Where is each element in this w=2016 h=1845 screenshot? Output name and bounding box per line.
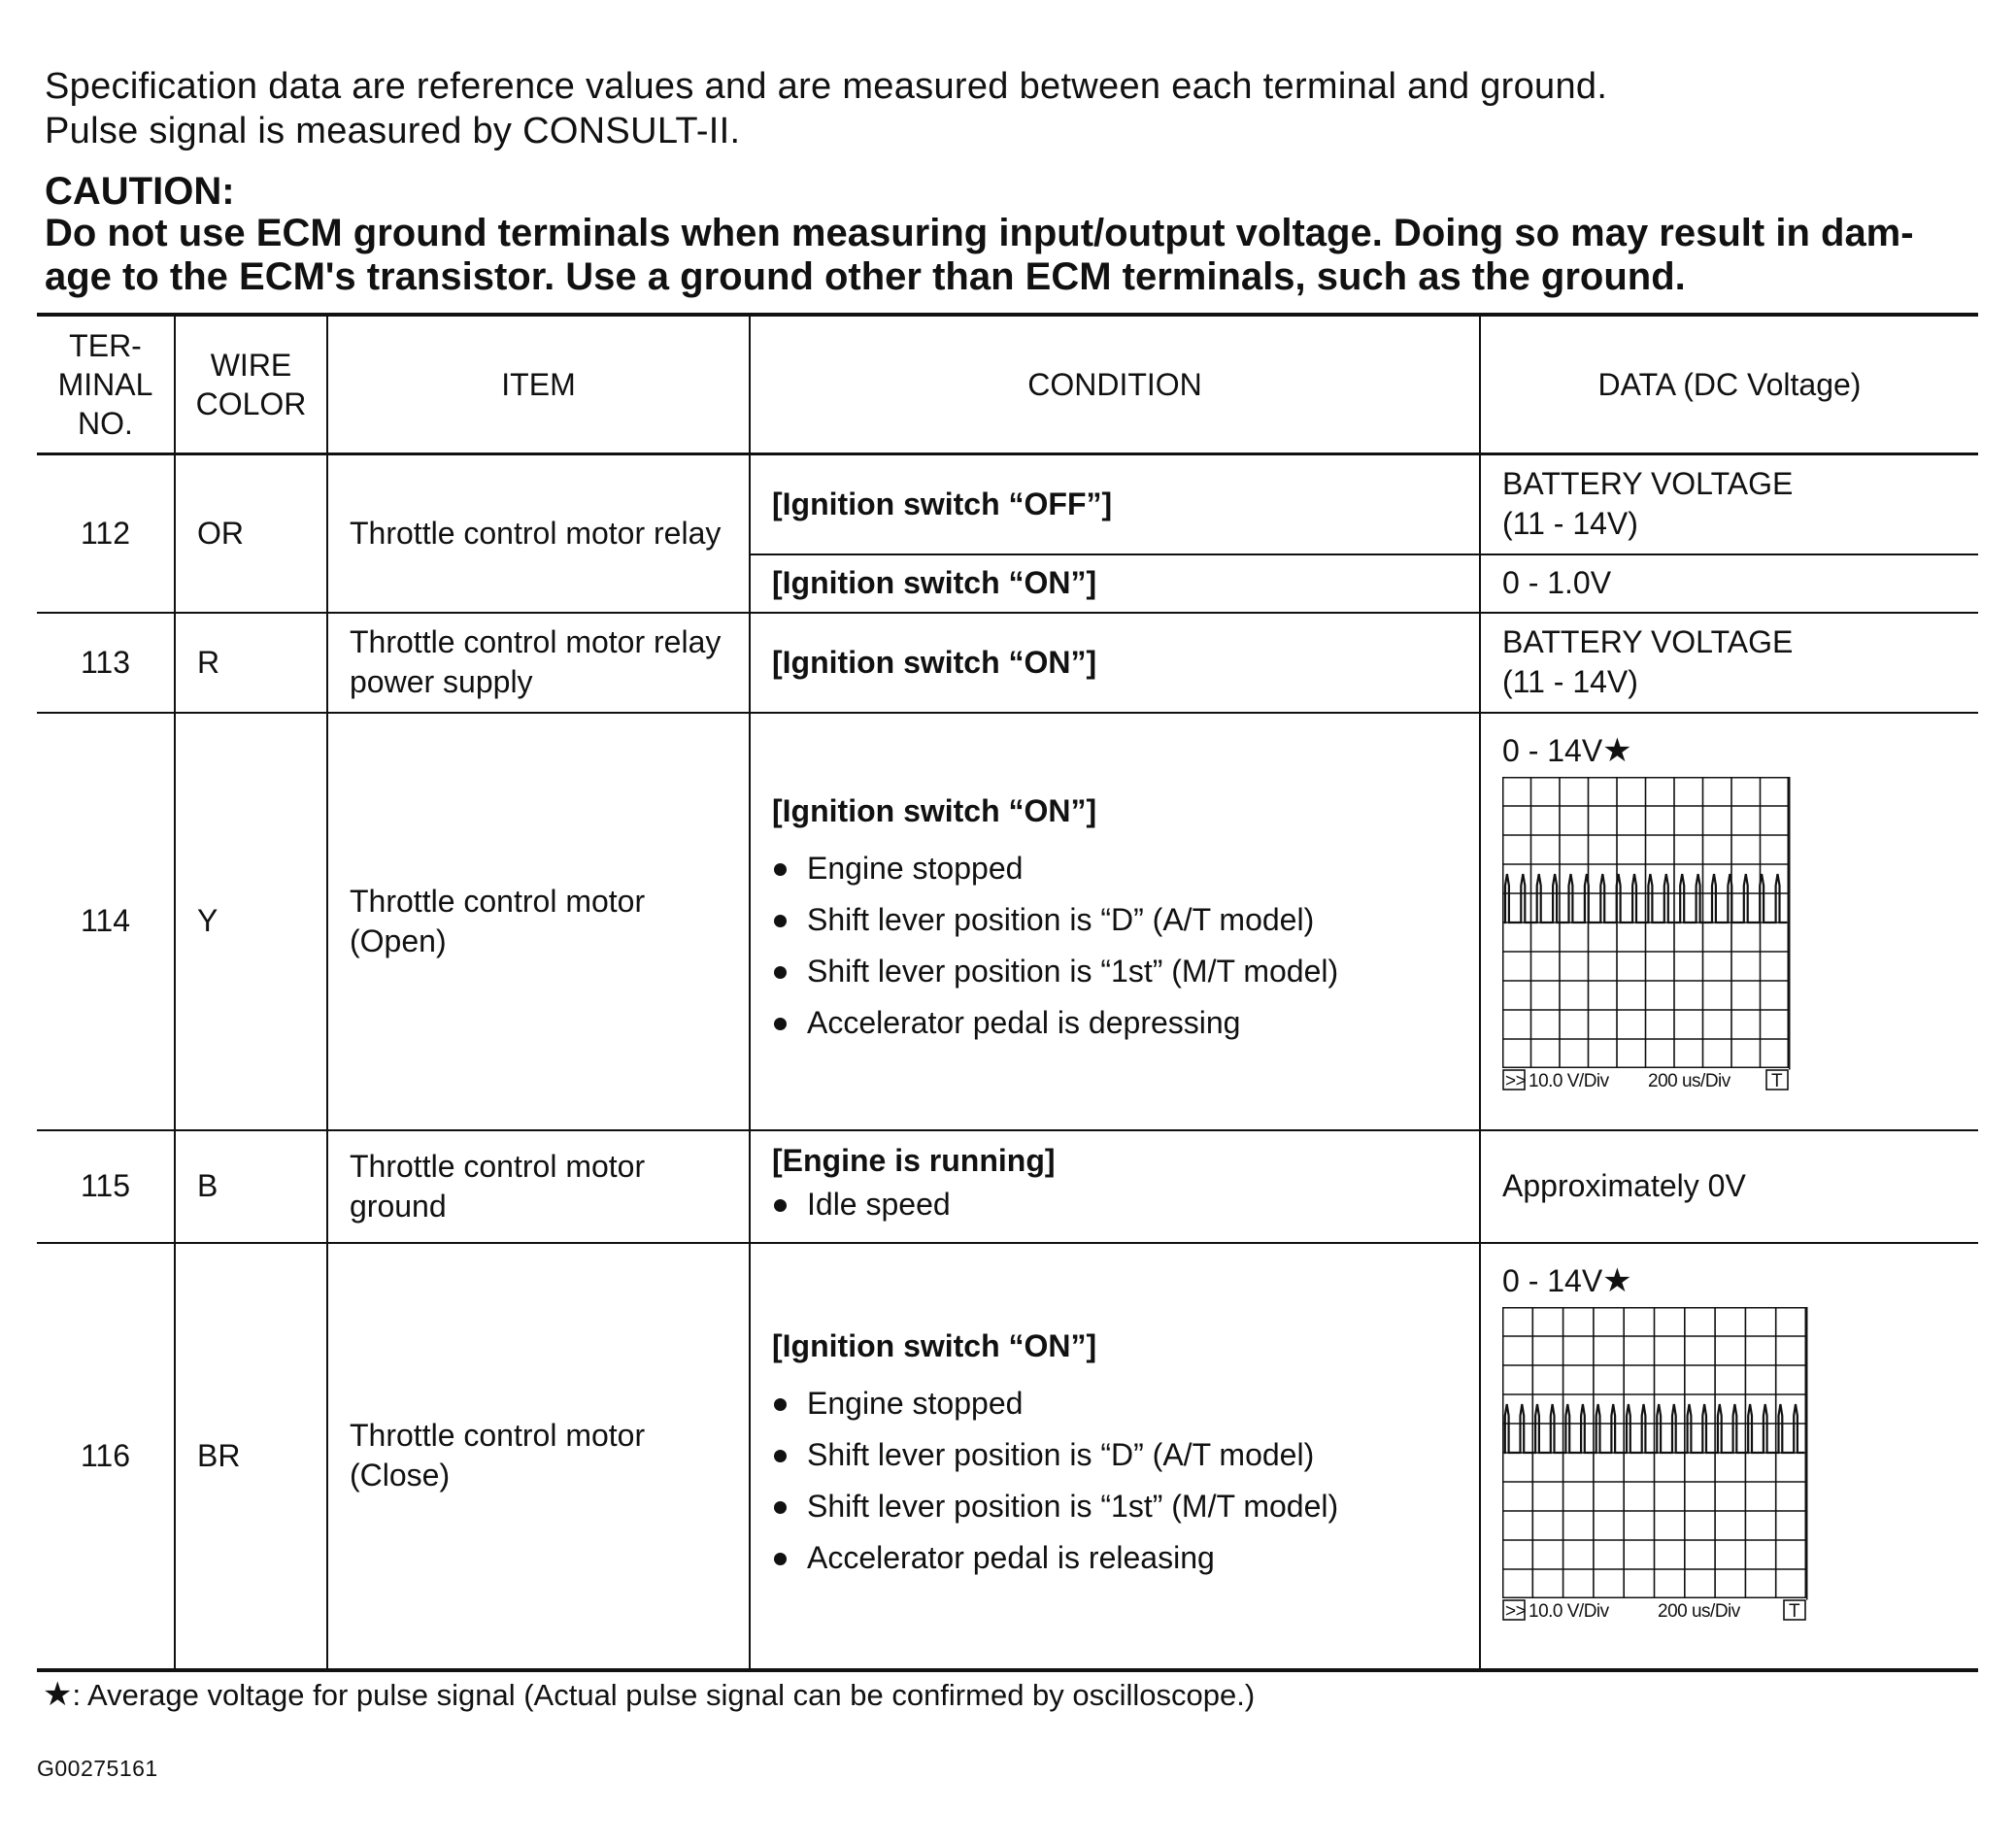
- table-row: [37, 1130, 1978, 1243]
- condition-bullet: Engine stopped: [772, 843, 1479, 894]
- condition-bullet: Accelerator pedal is depressing: [772, 997, 1479, 1049]
- item-name: Throttle control motor relay power supply: [327, 613, 750, 713]
- condition-heading: [Ignition switch “OFF”]: [772, 486, 1113, 521]
- condition-heading: [Ignition switch “ON”]: [772, 644, 1097, 680]
- wire-color: B: [175, 1130, 327, 1243]
- data-cell: BATTERY VOLTAGE (11 - 14V): [1480, 613, 1978, 713]
- intro-line-2: Pulse signal is measured by CONSULT-II.: [45, 111, 741, 151]
- scope-marker: >>: [1505, 1600, 1527, 1622]
- condition-cell: [750, 554, 1480, 613]
- oscilloscope-waveform: [1502, 1307, 1978, 1622]
- scope-time-div: 200 us/Div: [1658, 1600, 1740, 1622]
- wire-color: Y: [175, 713, 327, 1130]
- scope-volt-div: 10.0 V/Div: [1529, 1600, 1609, 1622]
- data-cell: [1480, 1243, 1978, 1670]
- scope-trigger: T: [1771, 1070, 1783, 1091]
- terminal-no: 115: [80, 1168, 130, 1203]
- condition-bullet: Idle speed: [772, 1179, 1479, 1230]
- data-cell: [1480, 713, 1978, 1130]
- table-row: [37, 613, 1978, 713]
- header-data: DATA (DC Voltage): [1480, 315, 1978, 454]
- condition-bullet: Shift lever position is “1st” (M/T model): [772, 1481, 1479, 1532]
- star-icon: ★: [1602, 731, 1632, 769]
- condition-cell: [750, 454, 1480, 554]
- condition-cell: [750, 1130, 1480, 1243]
- star-icon: ★: [43, 1676, 73, 1713]
- item-name: Throttle control motor (Close): [327, 1243, 750, 1670]
- intro-text: [45, 64, 1607, 153]
- item-name: Throttle control motor ground: [327, 1130, 750, 1243]
- caution-line-2: age to the ECM's transistor. Use a ground other than ECM terminals, such as the ground.: [45, 255, 1686, 298]
- condition-bullet: Accelerator pedal is releasing: [772, 1532, 1479, 1584]
- terminal-no: 114: [80, 903, 130, 938]
- header-item: ITEM: [327, 315, 750, 454]
- header-condition: CONDITION: [750, 315, 1480, 454]
- condition-heading: [Engine is running]: [772, 1142, 1056, 1178]
- oscilloscope-graph: [1502, 1307, 1813, 1622]
- condition-bullet: Shift lever position is “D” (A/T model): [772, 894, 1479, 946]
- condition-list: [772, 1378, 1479, 1584]
- data-value: 0 - 14V★: [1502, 731, 1632, 769]
- scope-time-div: 200 us/Div: [1648, 1070, 1730, 1091]
- caution-text: [45, 212, 1977, 299]
- condition-heading: [Ignition switch “ON”]: [772, 1327, 1097, 1363]
- table-row: [37, 1243, 1978, 1670]
- header-wire-color: WIRE COLOR: [175, 315, 327, 454]
- header-terminal-no: TER- MINAL NO.: [57, 328, 153, 441]
- scope-trigger: T: [1789, 1600, 1800, 1622]
- terminal-no: 113: [80, 644, 130, 680]
- condition-list: [772, 843, 1479, 1049]
- wire-color: BR: [175, 1243, 327, 1670]
- condition-bullet: Shift lever position is “D” (A/T model): [772, 1429, 1479, 1481]
- item-name: Throttle control motor (Open): [327, 713, 750, 1130]
- condition-bullet: Shift lever position is “1st” (M/T model): [772, 946, 1479, 997]
- scope-marker: >>: [1505, 1070, 1527, 1091]
- oscilloscope-graph: [1502, 777, 1794, 1091]
- document-code: G00275161: [37, 1756, 158, 1781]
- terminal-no: 112: [80, 515, 130, 551]
- terminal-no: 116: [80, 1437, 130, 1473]
- terminal-spec-table: [37, 313, 1978, 1672]
- wire-color: OR: [175, 454, 327, 613]
- condition-cell: [750, 1243, 1480, 1670]
- table-header-row: [37, 315, 1978, 454]
- intro-line-1: Specification data are reference values and are measured between each terminal and ground.: [45, 66, 1608, 107]
- star-icon: ★: [1602, 1261, 1632, 1299]
- data-cell: 0 - 1.0V: [1480, 554, 1978, 613]
- condition-heading: [Ignition switch “ON”]: [772, 793, 1097, 828]
- condition-cell: [750, 613, 1480, 713]
- item-name: Throttle control motor relay: [327, 454, 750, 613]
- table-row: [37, 713, 1978, 1130]
- table-row: [37, 454, 1978, 554]
- condition-heading: [Ignition switch “ON”]: [772, 565, 1097, 600]
- scope-volt-div: 10.0 V/Div: [1529, 1070, 1609, 1091]
- data-cell: BATTERY VOLTAGE (11 - 14V): [1480, 454, 1978, 554]
- condition-cell: [750, 713, 1480, 1130]
- data-cell: Approximately 0V: [1480, 1130, 1978, 1243]
- condition-list: [772, 1179, 1479, 1230]
- oscilloscope-waveform: [1502, 777, 1978, 1091]
- data-value: 0 - 14V★: [1502, 1261, 1632, 1299]
- footnote: [43, 1675, 1255, 1714]
- wire-color: R: [175, 613, 327, 713]
- footnote-text: : Average voltage for pulse signal (Actual pulse signal can be confirmed by oscilloscope.): [72, 1678, 1256, 1712]
- caution-line-1: Do not use ECM ground terminals when measuring input/output voltage. Doing so may result in dam-: [45, 212, 1914, 254]
- condition-bullet: Engine stopped: [772, 1378, 1479, 1429]
- caution-title: CAUTION:: [45, 170, 235, 213]
